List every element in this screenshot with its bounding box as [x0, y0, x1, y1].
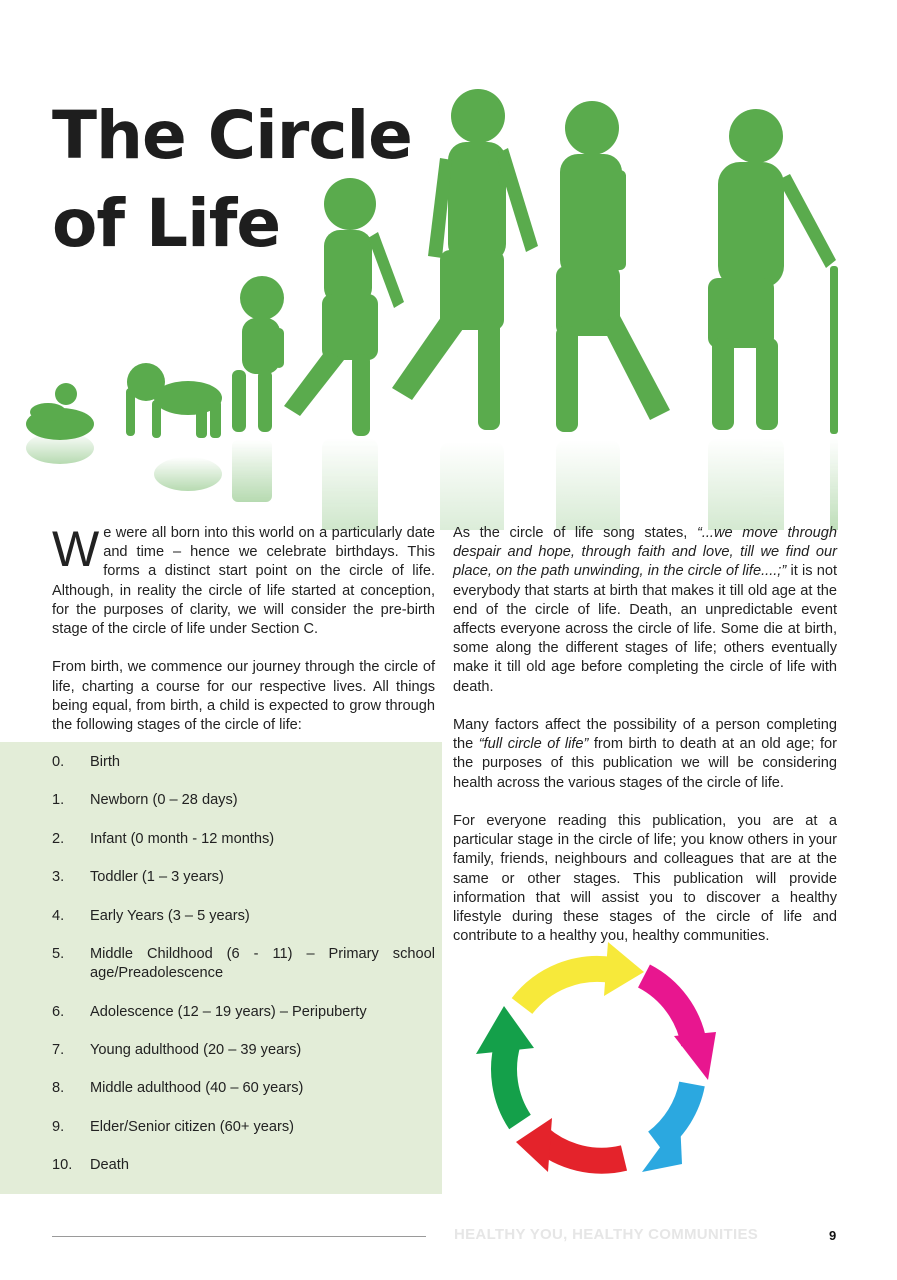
magenta-arrow-segment [644, 976, 694, 1044]
factors-paragraph [453, 716, 837, 793]
list-item [52, 1118, 435, 1137]
stages-list [52, 753, 435, 1195]
middle-adult-figure [556, 101, 670, 432]
list-item [52, 753, 435, 772]
list-item [52, 830, 435, 849]
stage-label: Middle adulthood (40 – 60 years) [90, 1080, 304, 1097]
stage-number: 5. [52, 945, 65, 962]
stage-label: Young adulthood (20 – 39 years) [90, 1041, 302, 1058]
stage-number: 6. [52, 1003, 65, 1020]
list-item [52, 1156, 435, 1175]
stage-number: 1. [52, 792, 65, 809]
journey-paragraph: From birth, we commence our journey through the circle of life, charting a course for our respective lives. All things being equal, from birth, a child is expected to grow through the following stages of the circle of life: [52, 659, 435, 734]
cycle-arrows-graphic [466, 932, 732, 1198]
stage-label: Toddler (1 – 3 years) [90, 869, 224, 886]
red-arrow-segment [540, 1138, 624, 1161]
drop-cap: W [52, 521, 100, 577]
list-item [52, 907, 435, 926]
left-column [52, 521, 435, 735]
song-intro: As the circle of life song states, [453, 525, 697, 541]
title-line-2: of Life [52, 185, 281, 262]
title-line-1: The Circle [52, 97, 412, 174]
list-item [52, 1041, 435, 1060]
factors-rest: from birth to death at an old age; for the purposes of this publication we will be considering health across the various stages of the circle of life. [453, 736, 838, 791]
child-figure [284, 178, 404, 436]
yellow-arrow-segment [522, 969, 612, 1006]
song-paragraph [453, 524, 837, 697]
yellow-arrowhead [604, 942, 644, 996]
intro-paragraph [52, 521, 435, 639]
list-item [52, 1003, 435, 1022]
footer-rule [52, 1236, 426, 1237]
list-item [52, 791, 435, 810]
toddler-figure [232, 276, 284, 432]
elder-figure [708, 109, 838, 434]
stage-number: 2. [52, 830, 65, 847]
stage-number: 7. [52, 1041, 65, 1058]
stage-number: 8. [52, 1080, 65, 1097]
stage-label: Elder/Senior citizen (60+ years) [90, 1118, 294, 1135]
stage-label: Death [90, 1157, 129, 1174]
song-quote: “...we move through despair and hope, through faith and love, till we find our place, on the path unwinding, in the circle of life....;” [453, 525, 837, 580]
life-stages-illustration [0, 70, 897, 530]
footer-title: HEALTHY YOU, HEALTHY COMMUNITIES [454, 1226, 759, 1243]
infant-figure [126, 363, 222, 438]
right-column [453, 524, 837, 946]
full-circle-quote: “full circle of life” [478, 736, 589, 753]
list-item [52, 868, 435, 887]
young-adult-figure [392, 89, 538, 430]
factors-intro: Many factors affect the possibility of a person completing the [453, 717, 837, 753]
stage-number: 0. [52, 754, 65, 770]
red-arrowhead [516, 1118, 552, 1172]
stage-label: Early Years (3 – 5 years) [90, 907, 250, 924]
stage-number: 4. [52, 907, 65, 924]
green-arrow-segment [504, 1042, 520, 1122]
stage-number: 10. [52, 1157, 73, 1174]
newborn-figure [26, 383, 94, 440]
intro-text: e were all born into this world on a particularly date and time – hence we celebrate birthdays. This forms a distinct start point on the circle of life. Although, in reality the circle of life started at conception, for the purposes of clarity, we will consider the pre-birth stage of the circle of life under Section C. [52, 525, 435, 638]
reader-paragraph: For everyone reading this publication, you are at a particular stage in the circle of life; you know others in your family, friends, neighbours and colleagues that are at the same or other stages. This publication will provide information that will assist you to discover a healthy lifestyle during these stages of the circle of life and contribute to a healthy you, healthy communities. [453, 813, 837, 945]
stage-label: Infant (0 month - 12 months) [90, 830, 275, 847]
stage-label: Adolescence (12 – 19 years) – Peripuberty [90, 1003, 367, 1020]
list-item [52, 945, 435, 983]
song-rest: it is not everybody that starts at birth that makes it till old age at the end of the circle of life. Death, an unpredictable event affects everyone across the circle of life. Some die at birth, some along the different stages of life; others eventually make it till old age before completing the circle of life with death. [453, 563, 837, 695]
page-number: 9 [829, 1228, 837, 1243]
magenta-arrowhead [674, 1032, 716, 1080]
stage-label: Middle Childhood (6 - 11) – Primary school age/Preadolescence [90, 945, 435, 982]
stages-box [0, 742, 442, 1194]
green-arrowhead [476, 1006, 534, 1054]
stage-label: Newborn (0 – 28 days) [90, 792, 238, 809]
stage-label: Birth [90, 754, 121, 770]
stage-number: 9. [52, 1118, 65, 1135]
figures-reflection [26, 432, 838, 530]
list-item [52, 1079, 435, 1098]
stage-number: 3. [52, 869, 65, 886]
